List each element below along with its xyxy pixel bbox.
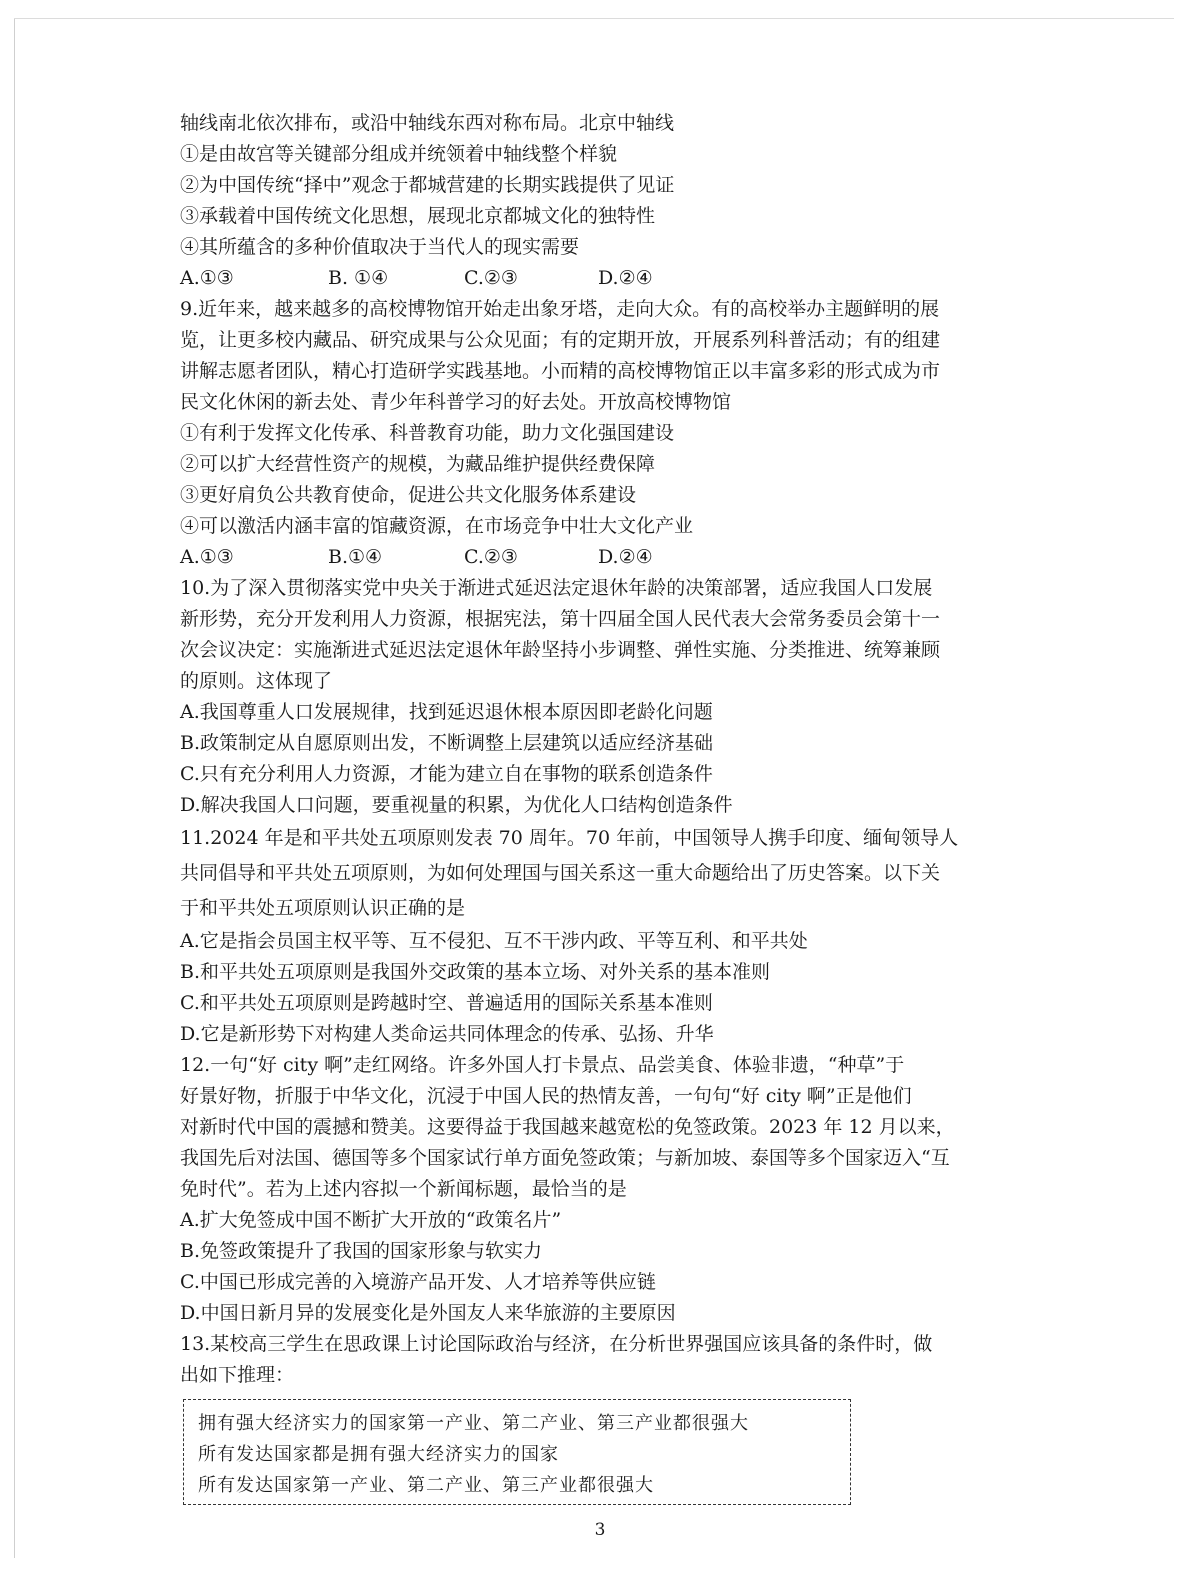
question-stem-line: 好景好物，折服于中华文化，沉浸于中国人民的热情友善，一句句“好 city 啊”正是他们	[180, 1085, 912, 1107]
question-stem-line: 对新时代中国的震撼和赞美。这要得益于我国越来越宽松的免签政策。2023 年 12 月以来，	[180, 1116, 955, 1138]
statement-3: ③承载着中国传统文化思想，展现北京都城文化的独特性	[180, 205, 656, 227]
answer-options-row	[180, 542, 1020, 573]
option-b: B. ①④	[328, 267, 389, 289]
reasoning-premise-major: 拥有强大经济实力的国家第一产业、第二产业、第三产业都很强大	[198, 1413, 749, 1434]
question-stem-line: 我国先后对法国、德国等多个国家试行单方面免签政策；与新加坡、泰国等多个国家迈入“互	[180, 1147, 950, 1169]
question-content	[180, 108, 1020, 1391]
option-b: B.政策制定从自愿原则出发，不断调整上层建筑以适应经济基础	[180, 732, 714, 754]
option-d: D.它是新形势下对构建人类命运共同体理念的传承、弘扬、升华	[180, 1023, 714, 1045]
question-11-options	[180, 926, 1020, 1050]
page-number: 3	[594, 1520, 606, 1540]
question-stem-line: 10.为了深入贯彻落实党中央关于渐进式延迟法定退休年龄的决策部署，适应我国人口发展	[180, 577, 933, 599]
question-stem-line: 出如下推理：	[180, 1364, 295, 1386]
question-stem-line: 9.近年来，越来越多的高校博物馆开始走出象牙塔，走向大众。有的高校举办主题鲜明的展	[180, 298, 940, 320]
option-c: C.中国已形成完善的入境游产品开发、人才培养等供应链	[180, 1271, 656, 1293]
statement-2: ②为中国传统“择中”观念于都城营建的长期实践提供了见证	[180, 174, 675, 196]
page-top-edge-line	[14, 18, 1174, 19]
option-a: A.扩大免签成中国不断扩大开放的“政策名片”	[180, 1209, 562, 1231]
question-stem-line: 于和平共处五项原则认识正确的是	[180, 897, 466, 919]
question-stem-line: 的原则。这体现了	[180, 670, 333, 692]
option-b: B.免签政策提升了我国的国家形象与软实力	[180, 1240, 543, 1262]
answer-options-row	[180, 263, 1020, 294]
statement-3: ③更好肩负公共教育使命，促进公共文化服务体系建设	[180, 484, 637, 506]
question-8-tail	[180, 108, 1020, 294]
statement-1: ①有利于发挥文化传承、科普教育功能，助力文化强国建设	[180, 422, 675, 444]
option-a: A.①③	[180, 546, 234, 568]
option-d: D.中国日新月异的发展变化是外国友人来华旅游的主要原因	[180, 1302, 676, 1324]
statement-4: ④其所蕴含的多种价值取决于当代人的现实需要	[180, 236, 580, 258]
question-stem-line: 览，让更多校内藏品、研究成果与公众见面；有的定期开放，开展系列科普活动；有的组建	[180, 329, 941, 351]
option-d: D.解决我国人口问题，要重视量的积累，为优化人口结构创造条件	[180, 794, 733, 816]
question-stem-line: 轴线南北依次排布，或沿中轴线东西对称布局。北京中轴线	[180, 112, 675, 134]
question-stem-line: 次会议决定：实施渐进式延迟法定退休年龄坚持小步调整、弹性实施、分类推进、统筹兼顾	[180, 639, 941, 661]
statement-2: ②可以扩大经营性资产的规模，为藏品维护提供经费保障	[180, 453, 656, 475]
question-13	[180, 1329, 1020, 1391]
reasoning-premise-minor: 所有发达国家都是拥有强大经济实力的国家	[198, 1444, 559, 1465]
statement-4: ④可以激活内涵丰富的馆藏资源，在市场竞争中壮大文化产业	[180, 515, 694, 537]
option-c: C.和平共处五项原则是跨越时空、普遍适用的国际关系基本准则	[180, 992, 713, 1014]
option-a: A.它是指会员国主权平等、互不侵犯、互不干涉内政、平等互利、和平共处	[180, 930, 808, 952]
question-stem-line: 13.某校高三学生在思政课上讨论国际政治与经济，在分析世界强国应该具备的条件时，做	[180, 1333, 933, 1355]
option-a: A.①③	[180, 267, 234, 289]
option-d: D.②④	[598, 546, 653, 568]
question-stem-line: 新形势，充分开发利用人力资源，根据宪法，第十四届全国人民代表大会常务委员会第十一	[180, 608, 941, 630]
option-a: A.我国尊重人口发展规律，找到延迟退休根本原因即老龄化问题	[180, 701, 713, 723]
statement-1: ①是由故宫等关键部分组成并统领着中轴线整个样貌	[180, 143, 618, 165]
question-stem-line: 民文化休闲的新去处、青少年科普学习的好去处。开放高校博物馆	[180, 391, 732, 413]
option-c: C.②③	[464, 267, 518, 289]
question-12	[180, 1050, 1020, 1329]
option-c: C.②③	[464, 546, 518, 568]
option-d: D.②④	[598, 267, 653, 289]
question-stem-line: 12.一句“好 city 啊”走红网络。许多外国人打卡景点、品尝美食、体验非遗，“种草”于	[180, 1054, 905, 1076]
question-stem-line: 免时代”。若为上述内容拟一个新闻标题，最恰当的是	[180, 1178, 627, 1200]
page-edge-line	[14, 18, 15, 1558]
option-b: B.和平共处五项原则是我国外交政策的基本立场、对外关系的基本准则	[180, 961, 771, 983]
reasoning-conclusion: 所有发达国家第一产业、第二产业、第三产业都很强大	[198, 1475, 654, 1496]
question-stem-line: 讲解志愿者团队，精心打造研学实践基地。小而精的高校博物馆正以丰富多彩的形式成为市	[180, 360, 941, 382]
option-c: C.只有充分利用人力资源，才能为建立自在事物的联系创造条件	[180, 763, 713, 785]
question-11	[180, 821, 1020, 926]
reasoning-box	[183, 1399, 851, 1505]
question-stem-line: 共同倡导和平共处五项原则，为如何处理国与国关系这一重大命题给出了历史答案。以下关	[180, 862, 941, 884]
option-b: B.①④	[328, 546, 383, 568]
question-9	[180, 294, 1020, 573]
question-stem-line: 11.2024 年是和平共处五项原则发表 70 周年。70 年前，中国领导人携手印度、缅甸领导人	[180, 827, 959, 849]
question-10	[180, 573, 1020, 821]
